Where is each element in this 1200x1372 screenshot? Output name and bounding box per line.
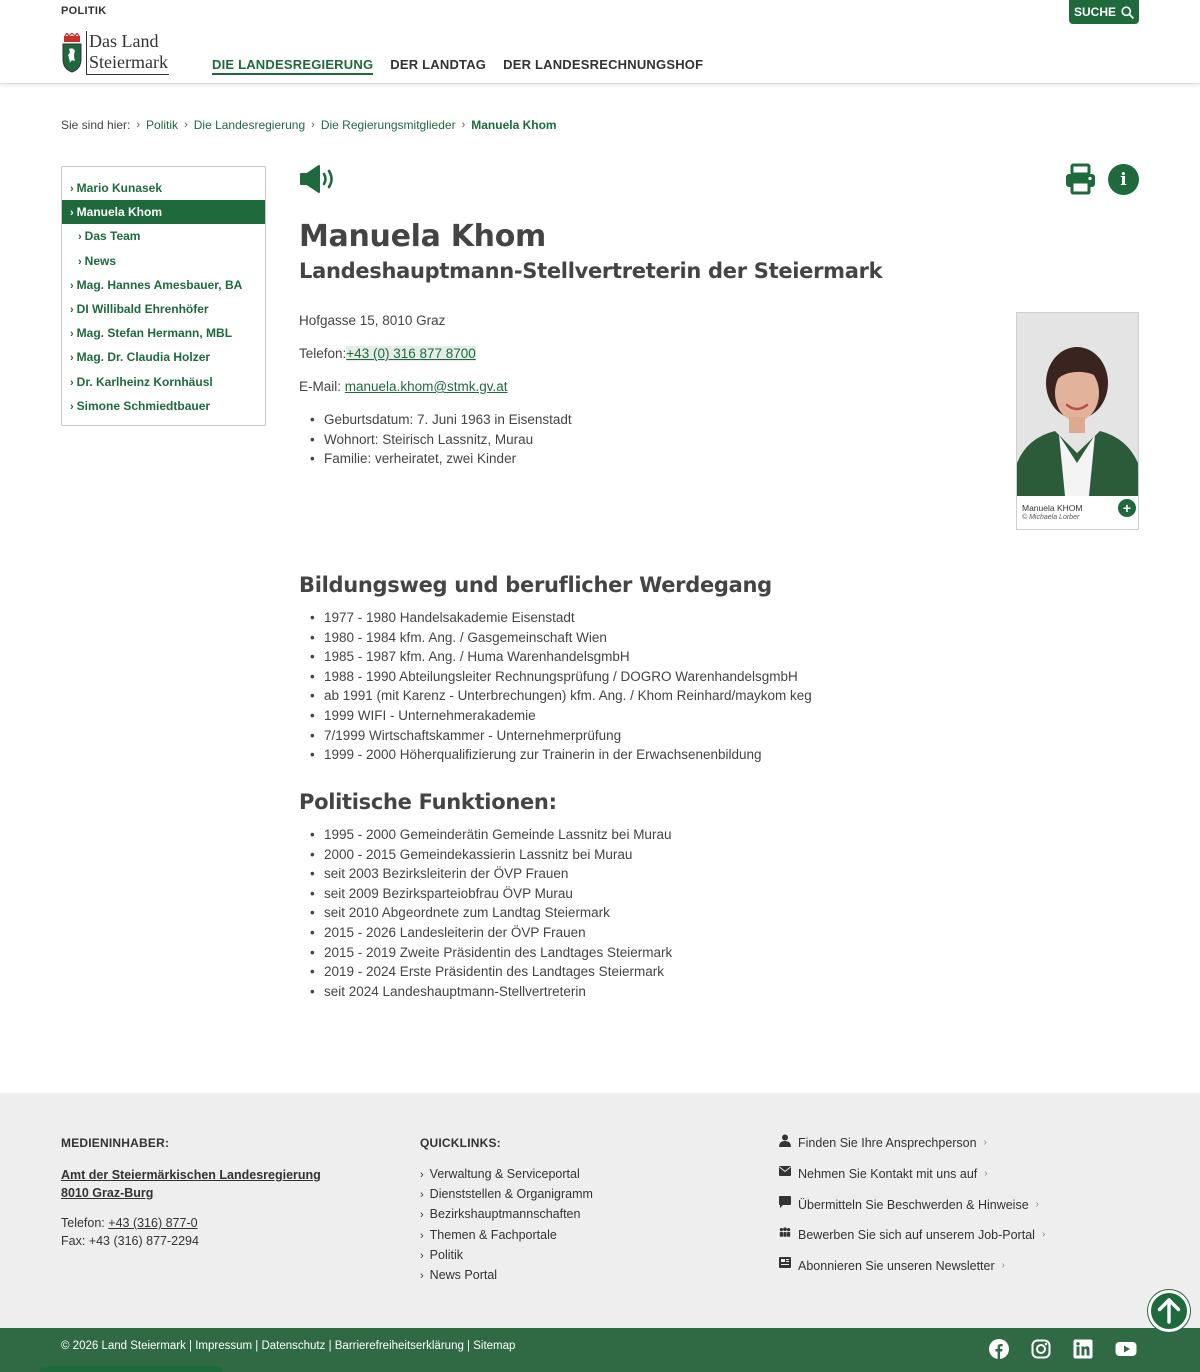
chevron-right-icon: › [420,1189,424,1202]
footer-owner-heading: MEDIENINHABER: [61,1136,170,1150]
contact-link-item[interactable] [779,1195,1045,1226]
nav-landesrechnungshof[interactable]: DER LANDESRECHNUNGSHOF [503,57,704,72]
sidebar-item-label: Mag. Stefan Hermann, MBL [76,326,233,341]
section-label: POLITIK [61,5,107,17]
phone-label: Telefon: [299,346,347,361]
logo-wordmark [86,31,169,75]
list-item: • 1988 - 1990 Abteilungsleiter Rechnungsprüfung / DOGRO WarenhandelsgmbH [310,667,812,687]
sidebar-item-label: News [84,253,117,268]
quicklink-label: Verwaltung & Serviceportal [429,1167,580,1181]
footer-owner-line-1: Amt der Steiermärkischen Landesregierung [61,1168,321,1182]
chevron-right-icon: › [136,119,141,131]
footer-fax: Fax: +43 (316) 877-2294 [61,1234,199,1248]
chevron-right-icon: › [420,1269,424,1282]
search-button-label: SUCHE [1073,5,1116,19]
breadcrumb [61,118,557,132]
bottom-tab-indicator [40,1366,222,1372]
list-item: • 2000 - 2015 Gemeindekassierin Lassnitz bei Murau [310,845,672,865]
sidebar-item-schmiedtbauer[interactable] [62,394,265,418]
chevron-right-icon: › [311,119,315,131]
sidebar-item-label: Mario Kunasek [76,181,163,195]
list-item: • 2015 - 2019 Zweite Präsidentin des Landtages Steiermark [310,943,672,963]
phone-row [299,346,476,361]
contact-link-item[interactable] [779,1164,1045,1195]
chevron-right-icon: › [420,1229,424,1242]
footer-owner-line-2: 8010 Graz-Burg [61,1186,154,1200]
page-title: Manuela Khom [299,219,547,254]
portrait-credit: © Michaela Lorber [1022,514,1080,521]
search-button[interactable] [1069,0,1139,24]
chevron-right-icon: › [78,255,82,268]
nav-landtag[interactable]: DER LANDTAG [390,57,487,72]
sidebar-item-khom[interactable] [62,200,265,224]
chevron-right-icon: › [983,1137,987,1148]
quicklink-label: Dienststellen & Organigramm [429,1187,593,1202]
breadcrumb-politik[interactable]: Politik [146,118,179,132]
linkedin-icon[interactable] [1073,1339,1093,1359]
footer-contact [61,1214,199,1250]
email-label: E-Mail: [299,379,342,394]
info-icon[interactable]: i [1108,164,1139,195]
contact-link-item[interactable] [779,1133,1045,1164]
nav-landesregierung[interactable]: DIE LANDESREGIERUNG [212,57,373,75]
sidebar-item-label: Manuela Khom [76,205,163,220]
sidebar-item-label: Simone Schmiedtbauer [76,398,211,413]
chevron-right-icon: › [420,1249,424,1262]
contact-link-item[interactable] [779,1225,1045,1256]
footer-phone-link[interactable]: +43 (316) 877-0 [108,1216,198,1230]
email-row [299,379,508,394]
list-item: • ab 1991 (mit Karenz - Unterbrechungen) kfm. Ang. / Khom Reinhard/maykom keg [310,686,812,706]
quicklink-label: Themen & Fachportale [429,1227,557,1242]
list-item: • Familie: verheiratet, zwei Kinder [310,449,572,469]
footer-owner-link[interactable] [61,1166,321,1202]
quicklink-item[interactable] [420,1184,593,1204]
arrow-up-icon [1157,1298,1181,1324]
email-link[interactable]: manuela.khom@stmk.gv.at [344,379,508,394]
quicklink-label: News Portal [429,1267,498,1282]
list-item: • 7/1999 Wirtschaftskammer - Unternehmerprüfung [310,726,812,746]
chevron-right-icon: › [70,207,74,220]
social-links [989,1339,1135,1359]
chevron-right-icon: › [184,119,188,131]
chevron-right-icon: › [420,1169,424,1181]
speaker-icon[interactable] [299,163,337,195]
list-item: • seit 2024 Landeshauptmann-Stellvertreterin [310,982,672,1002]
page-subtitle: Landeshauptmann-Stellvertreterin der Steiermark [299,259,883,283]
sidebar-item-holzer[interactable] [62,345,265,369]
person-icon [779,1134,791,1147]
footer-phone-label: Telefon: [61,1216,105,1230]
chevron-right-icon: › [1001,1260,1005,1272]
breadcrumb-current: Manuela Khom [471,118,557,132]
sidebar-item-amesbauer[interactable] [62,273,265,297]
legal-links[interactable]: © 2026 Land Steiermark | Impressum | Datenschutz | Barrierefreiheitserklärung | Sitemap [61,1340,516,1352]
sidebar-item-label: DI Willibald Ehrenhöfer [76,301,209,316]
youtube-icon[interactable] [1115,1339,1135,1359]
breadcrumb-prefix: Sie sind hier: [61,118,131,132]
list-item: • seit 2010 Abgeordnete zum Landtag Steiermark [310,903,672,923]
chevron-right-icon: › [70,352,74,365]
print-icon[interactable] [1064,163,1097,195]
comment-icon [779,1196,791,1208]
list-item: • seit 2009 Bezirksparteiobfrau ÖVP Murau [310,884,672,904]
breadcrumb-landesregierung[interactable]: Die Landesregierung [193,118,306,132]
phone-link[interactable]: +43 (0) 316 877 8700 [346,346,476,361]
list-item: • Wohnort: Steirisch Lassnitz, Murau [310,430,572,450]
list-item: • Geburtsdatum: 7. Juni 1963 in Eisenstadt [310,410,572,430]
list-item: • 2019 - 2024 Erste Präsidentin des Landtages Steiermark [310,962,672,982]
chevron-right-icon: › [70,279,74,292]
contact-link-label: Bewerben Sie sich auf unserem Job-Portal [798,1228,1035,1243]
address: Hofgasse 15, 8010 Graz [299,313,446,328]
quicklink-label: Bezirkshauptmannschaften [429,1207,581,1222]
footer-quicklinks [420,1164,593,1285]
education-list [310,608,812,765]
newspaper-icon [779,1257,791,1268]
site-logo[interactable] [61,31,169,75]
sidebar-item-label: Das Team [84,229,141,244]
portrait-photo[interactable] [1017,313,1138,496]
list-item: • 1980 - 1984 kfm. Ang. / Gasgemeinschaft Wien [310,628,812,648]
site-footer [0,1093,1200,1328]
people-icon [779,1226,791,1238]
chevron-right-icon: › [70,400,74,413]
logo-line-1: Das Land [89,31,159,51]
chevron-right-icon: › [70,183,74,195]
chevron-right-icon: › [70,376,74,389]
sidebar-item-label: Mag. Hannes Amesbauer, BA [76,277,243,292]
politics-list [310,825,672,1001]
list-item: • 1985 - 1987 kfm. Ang. / Huma WarenhandelsgmbH [310,647,812,667]
chevron-right-icon: › [78,231,82,244]
contact-link-label: Nehmen Sie Kontakt mit uns auf [798,1166,978,1181]
list-item: • 1977 - 1980 Handelsakademie Eisenstadt [310,608,812,628]
sidebar-item-news[interactable] [62,249,265,273]
contact-link-label: Abonnieren Sie unseren Newsletter [798,1259,995,1274]
quicklink-item[interactable] [420,1245,593,1265]
coat-of-arms-icon [61,33,83,73]
personal-facts-list [310,410,572,469]
chevron-right-icon: › [1041,1229,1046,1241]
education-heading: Bildungsweg und beruflicher Werdegang [299,573,772,597]
contact-link-label: Übermitteln Sie Beschwerden & Hinweise [798,1197,1029,1212]
list-item: • 1995 - 2000 Gemeinderätin Gemeinde Lassnitz bei Murau [310,825,672,845]
politics-heading: Politische Funktionen: [299,790,557,814]
list-item: • 1999 - 2000 Höherqualifizierung zur Trainerin in der Erwachsenenbildung [310,745,812,765]
chevron-right-icon: › [70,303,74,316]
contact-link-label: Finden Sie Ihre Ansprechperson [798,1136,977,1150]
main-navigation [212,57,703,75]
list-item: • 2015 - 2026 Landesleiterin der ÖVP Frauen [310,923,672,943]
footer-contact-links [779,1133,1045,1287]
instagram-icon[interactable] [1031,1339,1051,1359]
sidebar-item-ehrenhoefer[interactable] [62,297,265,321]
logo-line-2: Steiermark [89,52,168,72]
quicklink-label: Politik [429,1247,464,1262]
quicklink-item[interactable] [420,1225,593,1245]
portrait-illustration [1017,313,1138,496]
chevron-right-icon: › [70,328,74,341]
quicklink-item[interactable] [420,1164,593,1184]
sidebar-item-das-team[interactable] [62,224,265,248]
search-icon [1121,6,1134,19]
sidebar-item-label: Mag. Dr. Claudia Holzer [76,350,211,365]
sidebar-item-kunasek[interactable] [62,176,265,200]
chevron-right-icon: › [1035,1198,1040,1210]
site-header [0,0,1200,84]
quicklink-item[interactable] [420,1265,593,1285]
list-item: • seit 2003 Bezirksleiterin der ÖVP Frauen [310,864,672,884]
sidebar-item-label: Dr. Karlheinz Kornhäusl [76,374,213,389]
portrait-card [1016,312,1139,530]
sidebar-item-kornhaeusl[interactable] [62,370,265,394]
list-item: • 1999 WIFI - Unternehmerakademie [310,706,812,726]
sidebar-navigation [61,166,266,426]
quicklink-item[interactable] [420,1204,593,1224]
breadcrumb-regierungsmitglieder[interactable]: Die Regierungsmitglieder [320,118,456,132]
chevron-right-icon: › [984,1167,988,1179]
scroll-to-top-button[interactable] [1148,1290,1190,1332]
contact-link-item[interactable] [779,1256,1045,1287]
chevron-right-icon: › [461,119,466,131]
chevron-right-icon: › [420,1209,424,1222]
portrait-caption: Manuela KHOM [1022,503,1083,513]
footer-quicklinks-heading: QUICKLINKS: [420,1136,501,1150]
expand-plus-icon[interactable]: + [1118,499,1136,517]
envelope-icon [779,1165,791,1177]
sidebar-item-hermann[interactable] [62,321,265,345]
facebook-icon[interactable] [989,1339,1009,1359]
